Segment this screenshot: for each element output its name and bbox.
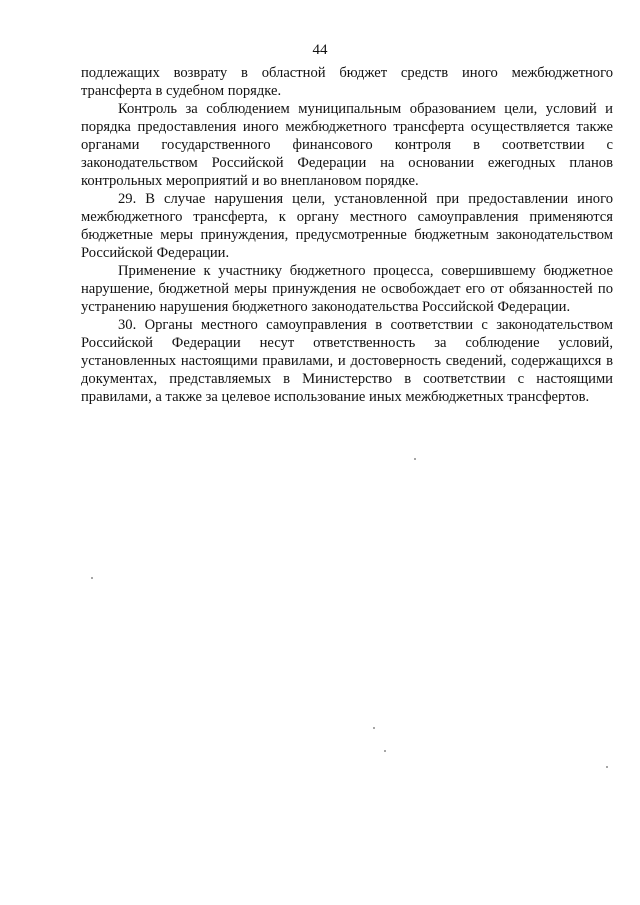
paragraph-3: 29. В случае нарушения цели, установленной при предоставлении иного межбюджетного трансферта, к органу местного самоуправления применяются бюджетные меры принуждения, предусмотренные бюджетным законодательством Российской Федерации. — [81, 191, 613, 261]
document-body — [81, 64, 613, 406]
page-number: 44 — [312, 42, 328, 58]
scan-speck — [384, 750, 386, 752]
scan-speck — [91, 577, 93, 579]
scan-speck — [606, 766, 608, 768]
paragraph-2: Контроль за соблюдением муниципальным образованием цели, условий и порядка предоставления иного межбюджетного трансферта осуществляется также органами государственного финансового контроля в соответствии с законодательством Российской Федерации на основании ежегодных планов контрольных мероприятий и во внеплановом порядке. — [81, 101, 613, 189]
paragraph-4: Применение к участнику бюджетного процесса, совершившему бюджетное нарушение, бюджетной меры принуждения не освобождает его от обязанностей по устранению нарушения бюджетного законодательства Российской Федерации. — [81, 263, 613, 315]
paragraph-5: 30. Органы местного самоуправления в соответствии с законодательством Российской Федерации несут ответственность за соблюдение условий, установленных настоящими правилами, и достоверность сведений, содержащихся в документах, представляемых в Министерство в соответствии с настоящими правилами, а также за целевое использование иных межбюджетных трансфертов. — [81, 317, 613, 405]
paragraph-1: подлежащих возврату в областной бюджет средств иного межбюджетного трансферта в судебном порядке. — [81, 65, 613, 99]
scan-speck — [414, 458, 416, 460]
scan-speck — [373, 727, 375, 729]
